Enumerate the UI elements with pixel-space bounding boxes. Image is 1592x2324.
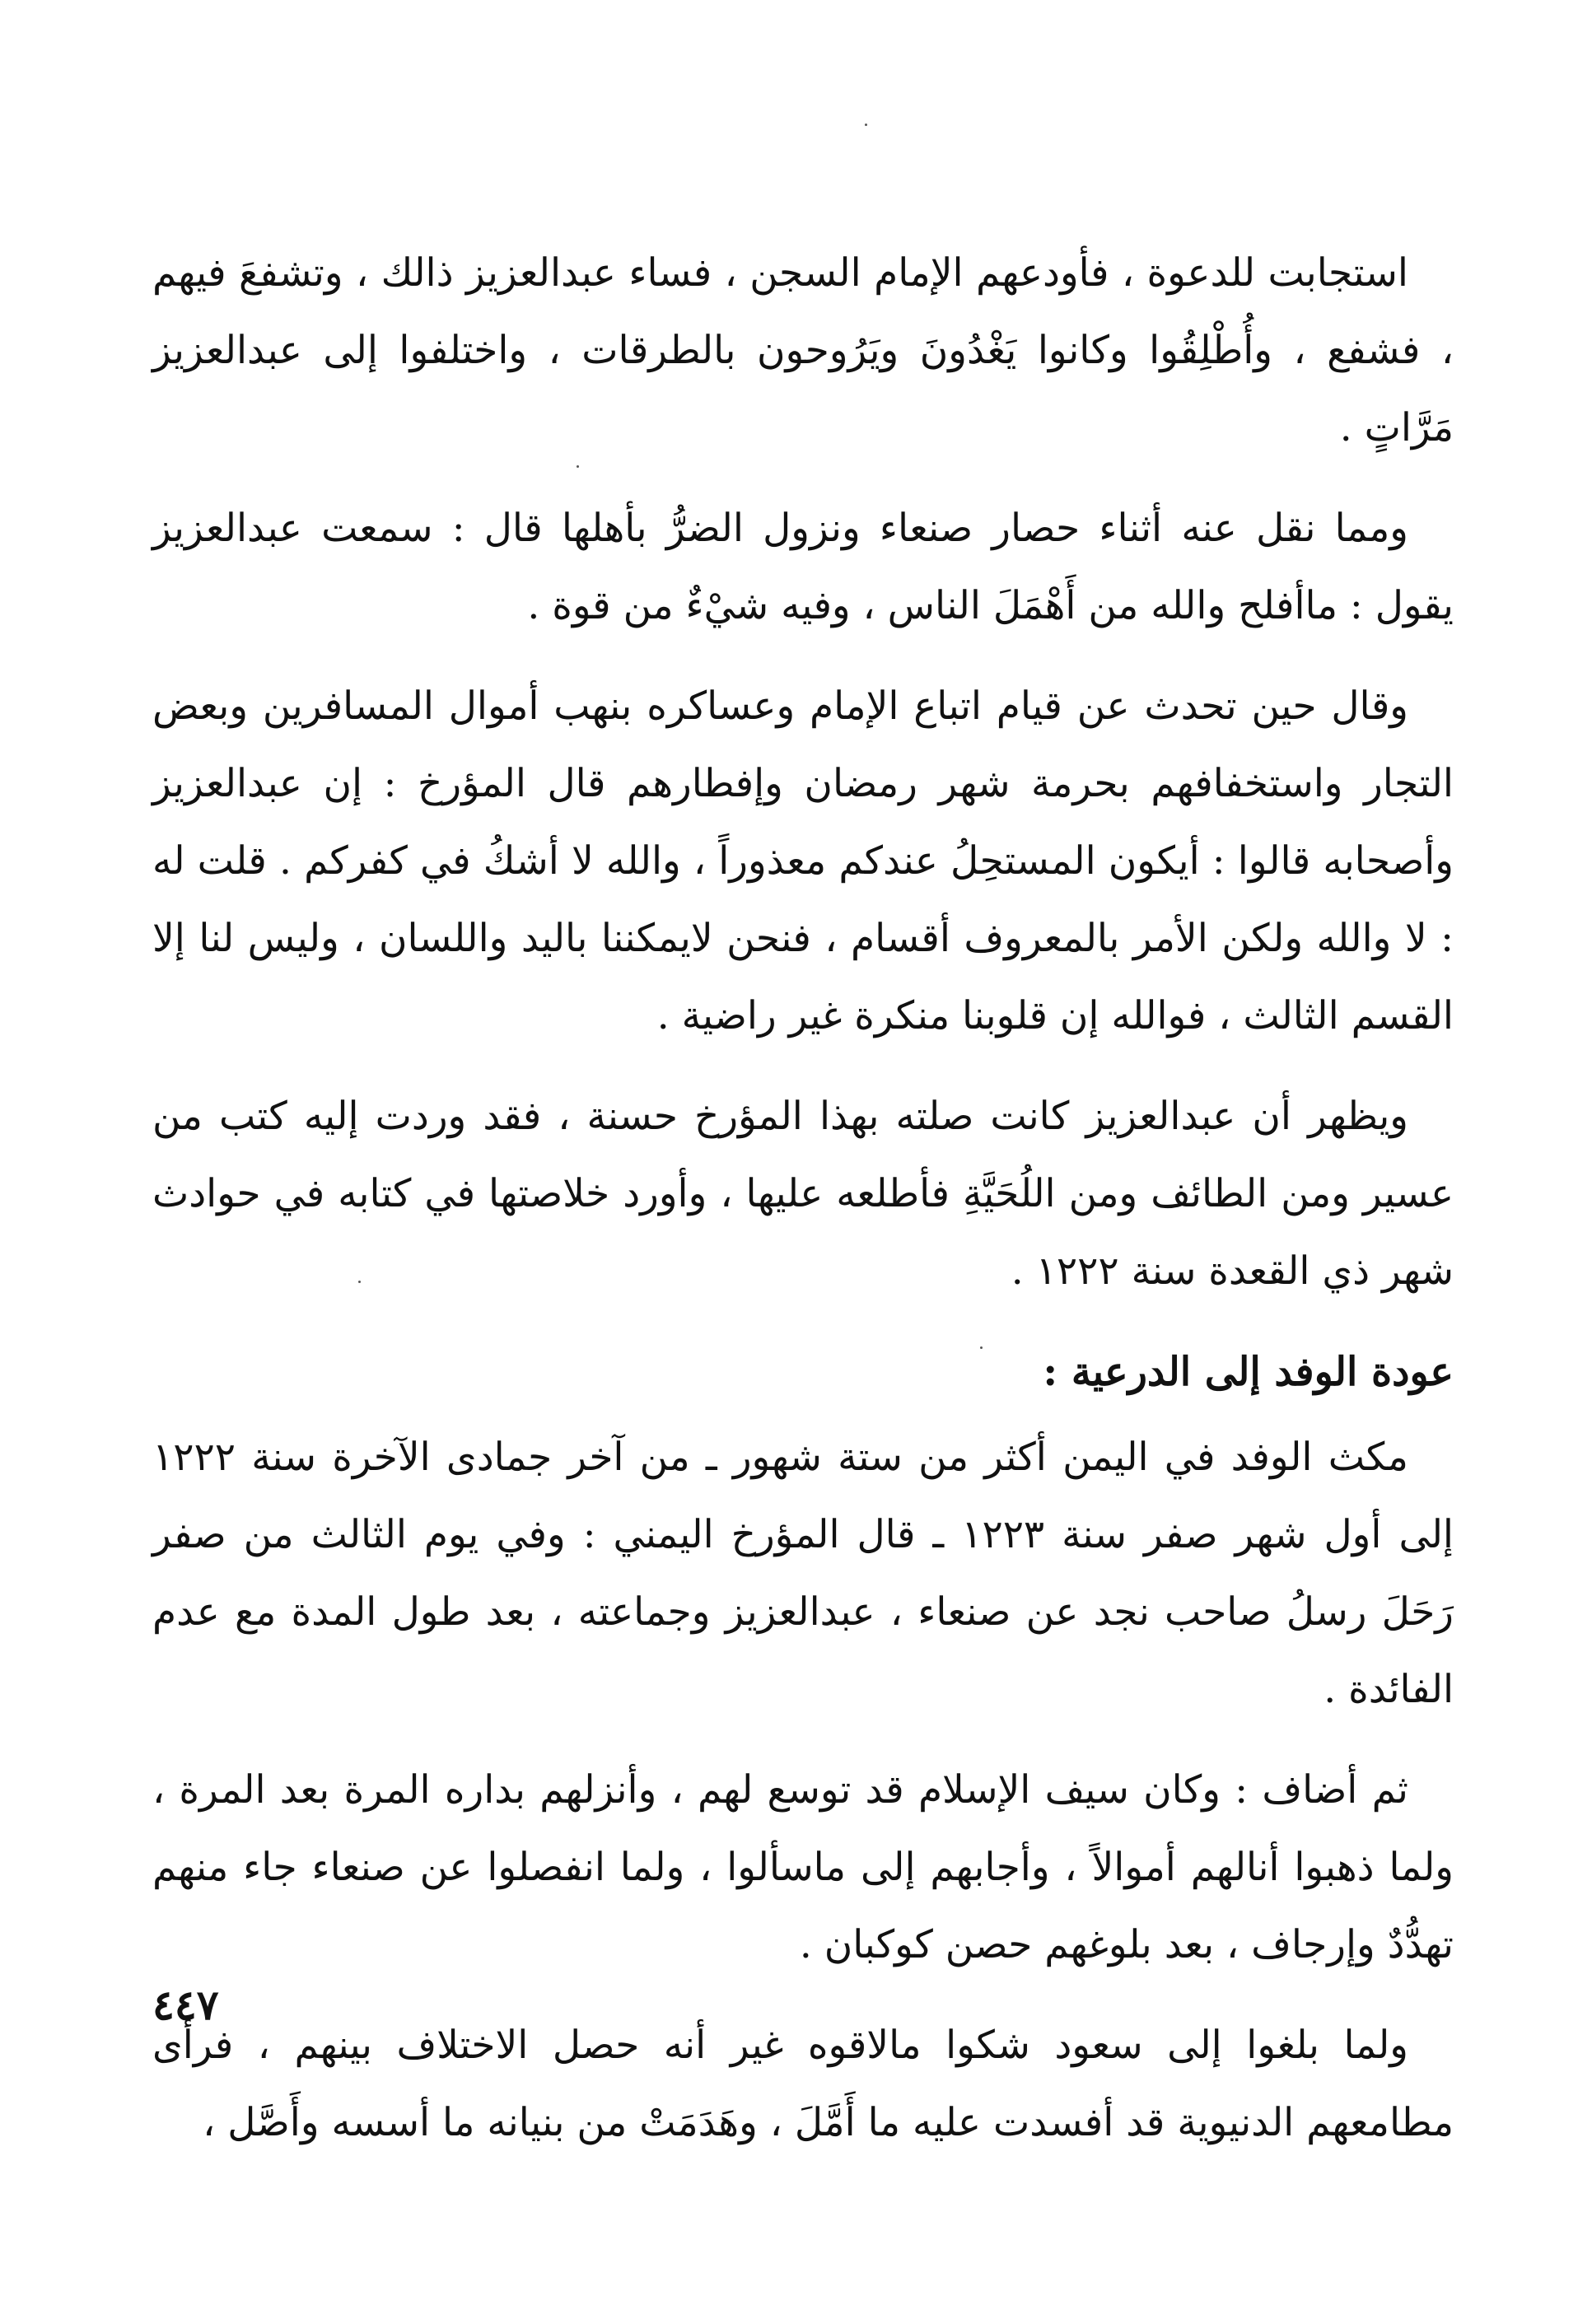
paragraph-4: ويظهر أن عبدالعزيز كانت صلته بهذا المؤرخ حسنة ، فقد وردت إليه كتب من عسير ومن الطائف ومن اللُحَيَّةِ فأطلعه عليها ، وأورد خلاصتها في كتابه في حوادث شهر ذي القعدة سنة ١٢٢٢ . [152,1094,1454,1294]
paragraph-1: استجابت للدعوة ، فأودعهم الإمام السجن ، فساء عبدالعزيز ذالك ، وتشفعَ فيهم ، فشفع ، وأُطْلِقُوا وكانوا يَغْدُونَ ويَرُوحون بالطرقات ، واختلفوا إلى عبدالعزيز مَرَّاتٍ . [152,250,1454,450]
scan-speck [865,124,867,126]
scan-speck [358,1281,361,1283]
paragraph-5: مكث الوفد في اليمن أكثر من ستة شهور ـ من آخر جمادى الآخرة سنة ١٢٢٢ إلى أول شهر صفر سنة ١٢٢٣ ـ قال المؤرخ اليمني : وفي يوم الثالث من صفر رَحَلَ رسلُ صاحب نجد عن صنعاء ، عبدالعزيز وجماعته ، بعد طول المدة مع عدم الفائدة . [152,1435,1454,1712]
book-page [152,235,1454,2185]
scan-speck [577,465,579,468]
paragraph-6: ثم أضاف : وكان سيف الإسلام قد توسع لهم ، وأنزلهم بداره المرة بعد المرة ، ولما ذهبوا أنالهم أموالاً ، وأجابهم إلى ماسألوا ، ولما انفصلوا عن صنعاء جاء منهم تهدُّدٌ وإرجاف ، بعد بلوغهم حصن كوكبان . [152,1767,1454,1967]
section-heading: عودة الوفد إلى الدرعية : [1043,1349,1454,1395]
page-number: ٤٤٧ [152,1981,219,2029]
scan-speck [980,1346,983,1349]
paragraph-3: وقال حين تحدث عن قيام اتباع الإمام وعساكره بنهب أموال المسافرين وبعض التجار واستخفافهم بحرمة شهر رمضان وإفطارهم قال المؤرخ : إن عبدالعزيز وأصحابه قالوا : أيكون المستحِلُ عندكم معذوراً ، والله لا أشكُ في كفركم . قلت له : لا والله ولكن الأمر بالمعروف أقسام ، فنحن لايمكننا باليد واللسان ، وليس لنا إلا القسم الثالث ، فوالله إن قلوبنا منكرة غير راضية . [152,684,1454,1038]
paragraph-7: ولما بلغوا إلى سعود شكوا مالاقوه غير أنه حصل الاختلاف بينهم ، فرأى مطامعهم الدنيوية قد أفسدت عليه ما أَمَّلَ ، وهَدَمَتْ من بنيانه ما أسسه وأَصَّل ، [152,2023,1454,2145]
paragraph-2: ومما نقل عنه أثناء حصار صنعاء ونزول الضرُّ بأهلها قال : سمعت عبدالعزيز يقول : ماأفلح والله من أَهْمَلَ الناس ، وفيه شيْءٌ من قوة . [152,506,1454,628]
